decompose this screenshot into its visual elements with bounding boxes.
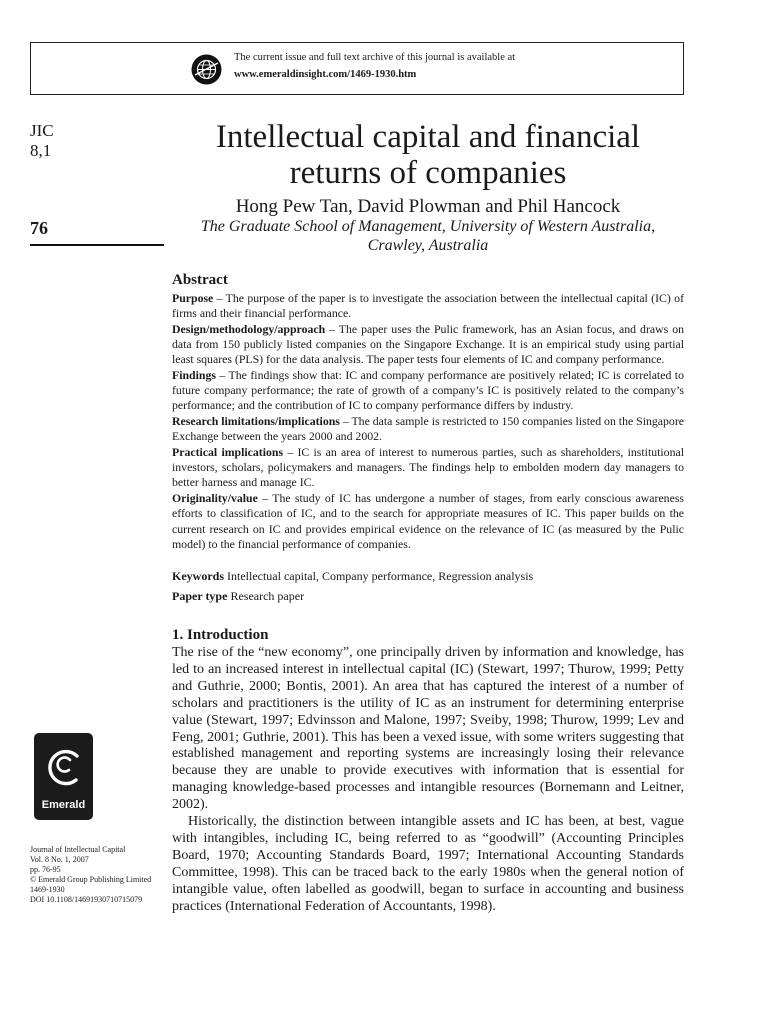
- journal-abbrev: JIC: [30, 121, 54, 140]
- abstract-practical: [172, 445, 684, 491]
- meta-line: DOI 10.1108/14691930710715079: [30, 895, 143, 904]
- abstract-originality: [172, 491, 684, 552]
- abstract-label: Purpose: [172, 291, 214, 305]
- authors: Hong Pew Tan, David Plowman and Phil Hancock: [235, 196, 621, 217]
- paper-type-text: Research paper: [227, 589, 305, 603]
- meta-line: pp. 76-95: [30, 865, 61, 874]
- title-line-1: Intellectual capital and financial: [215, 119, 641, 155]
- introduction-body: [172, 645, 684, 916]
- meta-line: 1469-1930: [30, 885, 65, 894]
- abstract-findings: [172, 368, 684, 414]
- section-heading-introduction: 1. Introduction: [172, 627, 269, 643]
- title-line-2: returns of companies: [289, 155, 567, 191]
- abstract-text: – The findings show that: IC and company performance are positively related; IC is correlated to future company performance; the rate of growth of a company’s IC is positively related to the company’s performance; and the contribution of IC to company performance differs by industry.: [172, 368, 684, 413]
- paper-type-label: Paper type: [172, 589, 228, 603]
- abstract-label: Research limitations/implications: [172, 414, 340, 429]
- paper-type: [172, 589, 684, 604]
- abstract-heading: Abstract: [172, 272, 228, 288]
- abstract-label: Practical implications: [172, 445, 284, 460]
- abstract-text: – IC is an area of interest to numerous parties, such as shareholders, institutional investors, scholars, policymakers and managers. The findings help to embolden modern day managers to better harness and manage IC.: [172, 445, 684, 490]
- meta-line: © Emerald Group Publishing Limited: [30, 875, 152, 884]
- abstract-label: Originality/value: [172, 491, 258, 506]
- abstract-body: [172, 291, 684, 552]
- body-paragraph: The rise of the “new economy”, one principally driven by information and knowledge, has led to an increased interest in intellectual capital (IC) (Stewart, 1997; Thurow, 1999; Petty and Guthrie, 2000; Bontis, 2001). An area that has captured the interest of a number of scholars and practitioners is the utility of IC as an instrument for determining enterprise value (Stewart, 1997; Edvinsson and Malone, 1997; Sveiby, 1998; Thurow, 1999; Lev and Feng, 2001; Guthrie, 2001). This has been a vexed issue, with some writers suggesting that established management and reporting systems are increasingly losing their relevance because they are unable to provide executives with information that is essential for managing knowledge-based processes and intangible resources (Bornemann and Leitner, 2002).: [172, 645, 684, 813]
- abstract-limitations: [172, 414, 684, 444]
- journal-volume: 8,1: [30, 141, 52, 160]
- abstract-text: – The purpose of the paper is to investigate the association between the intellectual capital (IC) of firms and their financial performance.: [172, 291, 684, 321]
- page-number: 76: [30, 218, 48, 238]
- body-paragraph: Historically, the distinction between intangible assets and IC has been, at best, vague with intangibles, including IC, being referred to as “goodwill” (Accounting Principles Board, 1970; Accounting Standards Board, 1997; International Accounting Standards Committee, 1998). This can be traced back to the early 1980s when the general notion of intangible value, often labelled as goodwill, began to surface in accounting and business practices (International Federation of Accountants, 1998).: [172, 814, 684, 914]
- keywords: [172, 569, 684, 584]
- abstract-design: [172, 322, 684, 368]
- article-title: [172, 119, 684, 191]
- abstract-text: – The study of IC has undergone a number of stages, from early conscious awareness efforts to classification of IC, and to the search for appropriate measures of IC. This paper builds on the current research on IC and provides empirical evidence on the relevance of IC (as measured by the Pulic model) to the financial performance of companies.: [172, 491, 684, 551]
- abstract-purpose: [172, 291, 684, 321]
- journal-code: [30, 121, 54, 161]
- affiliation: [172, 217, 684, 255]
- page-number-rule: [30, 244, 164, 246]
- affiliation-line-2: Crawley, Australia: [367, 237, 489, 254]
- globe-icon: [191, 54, 222, 85]
- emerald-e-icon: [44, 742, 84, 794]
- abstract-label: Findings: [172, 368, 216, 383]
- abstract-text: – The data sample is restricted to 150 companies listed on the Singapore Exchange between the years 2000 and 2002.: [172, 414, 684, 444]
- meta-line: Journal of Intellectual Capital: [30, 845, 126, 854]
- abstract-text: – The paper uses the Pulic framework, has an Asian focus, and draws on data from 150 publicly listed companies on the Singapore Exchange. It is an empirical study using partial least squares (PLS) for the data analysis. The paper tests four elements of IC and company performance.: [172, 321, 684, 367]
- keywords-text: Intellectual capital, Company performance, Regression analysis: [224, 569, 534, 583]
- meta-line: Vol. 8 No. 1, 2007: [30, 855, 89, 864]
- journal-url-link[interactable]: www.emeraldinsight.com/1469-1930.htm: [234, 69, 417, 80]
- emerald-logo-label: Emerald: [41, 799, 86, 811]
- banner-text: The current issue and full text archive of this journal is available at: [234, 52, 516, 63]
- journal-metadata: [30, 845, 170, 905]
- keywords-label: Keywords: [172, 569, 224, 583]
- affiliation-line-1: The Graduate School of Management, University of Western Australia,: [200, 218, 656, 235]
- abstract-label: Design/methodology/approach: [172, 321, 326, 336]
- emerald-logo: [34, 733, 93, 820]
- journal-access-banner: [30, 42, 684, 95]
